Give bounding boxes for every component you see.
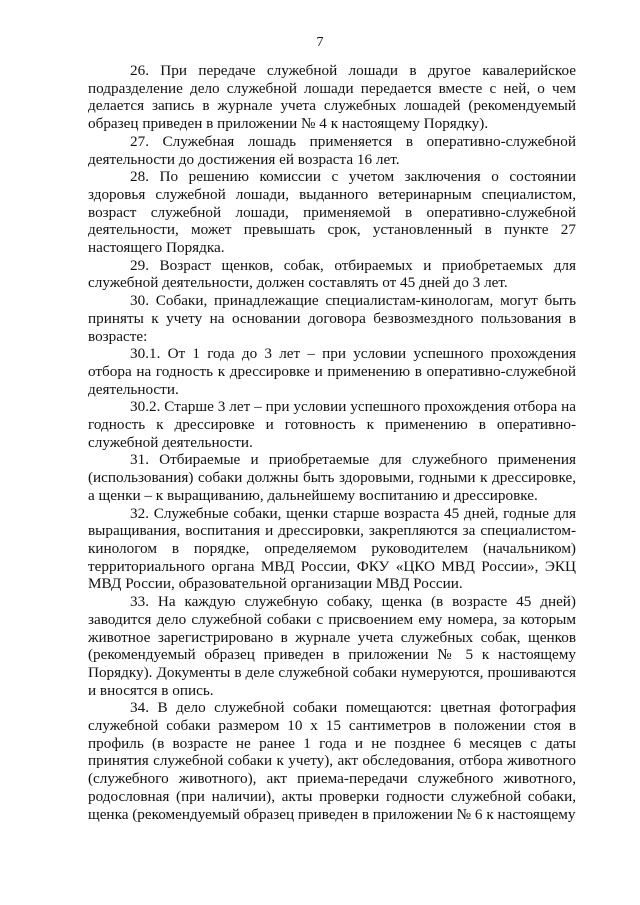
paragraph-34: 34. В дело служебной собаки помещаются: цветная фотография служебной собаки размером 10 x 15 сантиметров в положении стоя в профиль (в возрасте не ранее 1 года и не позднее 6 месяцев с даты принятия служебной собаки к учету), акт обследования, отбора животного (служебного животного), акт приема-передачи служебного животного, родословная (при наличии), акты проверки годности служебной собаки, щенка (рекомендуемый образец приведен в приложении № 6 к настоящему	[88, 699, 576, 823]
paragraph-26: 26. При передаче служебной лошади в другое кавалерийское подразделение дело служебной лошади передается вместе с ней, о чем делается запись в журнале учета служебных лошадей (рекомендуемый образец приведен в приложении № 4 к настоящему Порядку).	[88, 62, 576, 133]
document-body	[88, 62, 576, 823]
paragraph-29: 29. Возраст щенков, собак, отбираемых и приобретаемых для служебной деятельности, должен составлять от 45 дней до 3 лет.	[88, 256, 576, 292]
paragraph-30-1: 30.1. От 1 года до 3 лет – при условии успешного прохождения отбора на годность к дрессировке и применению в оперативно-служебной деятельности.	[88, 345, 576, 398]
paragraph-33: 33. На каждую служебную собаку, щенка (в возрасте 45 дней) заводится дело служебной собаки с присвоением ему номера, за которым животное зарегистрировано в журнале учета служебных собак, щенков (рекомендуемый образец приведен в приложении № 5 к настоящему Порядку). Документы в деле служебной собаки нумеруются, прошиваются и вносятся в опись.	[88, 593, 576, 699]
paragraph-32: 32. Служебные собаки, щенки старше возраста 45 дней, годные для выращивания, воспитания и дрессировки, закрепляются за специалистом-кинологом в порядке, определяемом руководителем (начальником) территориального органа МВД России, ФКУ «ЦКО МВД России», ЭКЦ МВД России, образовательной организации МВД России.	[88, 504, 576, 593]
page-number: 7	[316, 35, 324, 50]
paragraph-30-2: 30.2. Старше 3 лет – при условии успешного прохождения отбора на годность к дрессировке и готовность к применению в оперативно-служебной деятельности.	[88, 398, 576, 451]
paragraph-31: 31. Отбираемые и приобретаемые для служебного применения (использования) собаки должны быть здоровыми, годными к дрессировке, а щенки – к выращиванию, дальнейшему воспитанию и дрессировке.	[88, 451, 576, 504]
paragraph-30: 30. Собаки, принадлежащие специалистам-кинологам, могут быть приняты к учету на основании договора безвозмездного пользования в возрасте:	[88, 292, 576, 345]
paragraph-28: 28. По решению комиссии с учетом заключения о состоянии здоровья служебной лошади, выданного ветеринарным специалистом, возраст служебной лошади, применяемой в оперативно-служебной деятельности, может превышать срок, установленный в пункте 27 настоящего Порядка.	[88, 168, 576, 257]
paragraph-27: 27. Служебная лошадь применяется в оперативно-служебной деятельности до достижения ей возраста 16 лет.	[88, 132, 576, 168]
